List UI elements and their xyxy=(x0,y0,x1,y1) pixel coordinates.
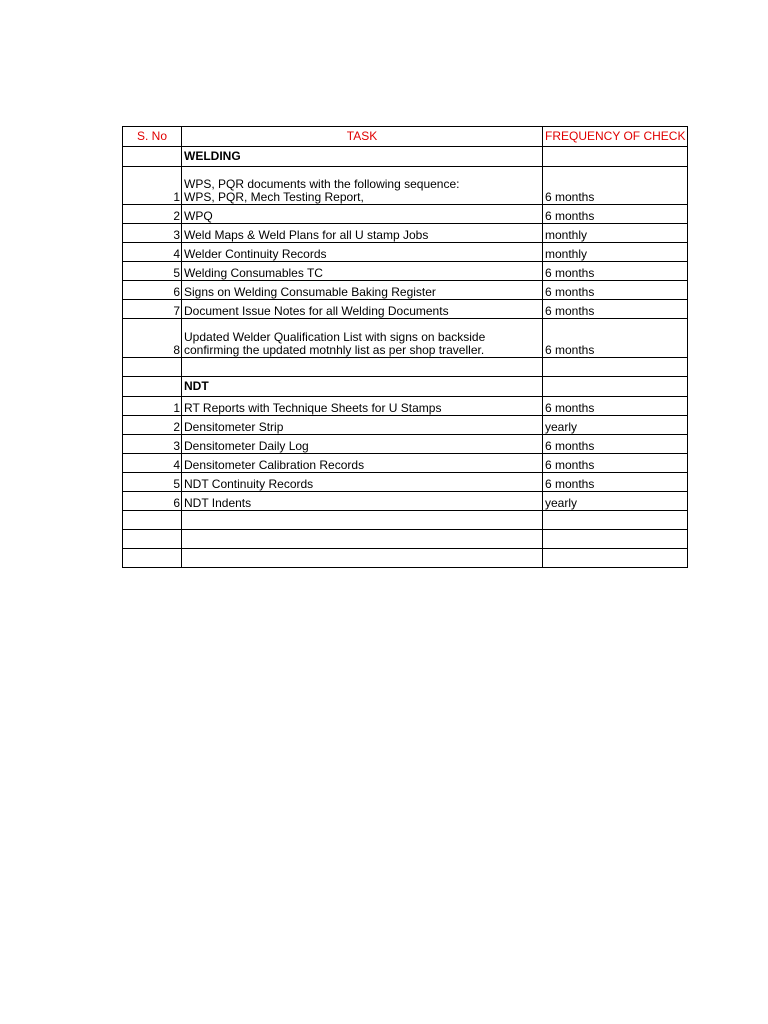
row-frequency: yearly xyxy=(543,416,688,435)
row-task: WPQ xyxy=(182,205,543,224)
row-task: Densitometer Daily Log xyxy=(182,435,543,454)
empty-cell xyxy=(123,530,182,549)
empty-cell xyxy=(543,147,688,167)
task-line: WPS, PQR, Mech Testing Report, xyxy=(184,190,364,204)
row-task xyxy=(182,167,543,205)
empty-cell xyxy=(123,549,182,568)
header-sno: S. No xyxy=(123,127,182,147)
row-number: 4 xyxy=(123,243,182,262)
row-frequency: 6 months xyxy=(543,454,688,473)
row-task: Densitometer Calibration Records xyxy=(182,454,543,473)
empty-row xyxy=(123,511,688,530)
table-row xyxy=(123,416,688,435)
empty-cell xyxy=(123,147,182,167)
table-row xyxy=(123,435,688,454)
section-title-ndt: NDT xyxy=(182,377,543,397)
section-row-welding xyxy=(123,147,688,167)
row-task: Document Issue Notes for all Welding Documents xyxy=(182,300,543,319)
row-frequency: 6 months xyxy=(543,397,688,416)
row-frequency: yearly xyxy=(543,492,688,511)
row-task: Welder Continuity Records xyxy=(182,243,543,262)
empty-row xyxy=(123,358,688,377)
table-row xyxy=(123,454,688,473)
header-task: TASK xyxy=(182,127,543,147)
row-number: 7 xyxy=(123,300,182,319)
table-row xyxy=(123,167,688,205)
row-number: 2 xyxy=(123,416,182,435)
empty-cell xyxy=(182,511,543,530)
table-row xyxy=(123,300,688,319)
table-row xyxy=(123,205,688,224)
task-frequency-table xyxy=(122,126,688,568)
row-frequency: 6 months xyxy=(543,473,688,492)
table-row xyxy=(123,397,688,416)
row-frequency: 6 months xyxy=(543,435,688,454)
header-frequency: FREQUENCY OF CHECK xyxy=(543,127,688,147)
row-task: NDT Continuity Records xyxy=(182,473,543,492)
empty-row xyxy=(123,530,688,549)
section-row-ndt xyxy=(123,377,688,397)
empty-row xyxy=(123,549,688,568)
table-row xyxy=(123,243,688,262)
empty-cell xyxy=(543,358,688,377)
table-row xyxy=(123,281,688,300)
row-number: 6 xyxy=(123,281,182,300)
row-number: 3 xyxy=(123,435,182,454)
empty-cell xyxy=(543,377,688,397)
header-row xyxy=(123,127,688,147)
row-number: 5 xyxy=(123,473,182,492)
row-number: 6 xyxy=(123,492,182,511)
empty-cell xyxy=(543,530,688,549)
row-frequency: 6 months xyxy=(543,262,688,281)
row-frequency: 6 months xyxy=(543,281,688,300)
row-frequency: 6 months xyxy=(543,300,688,319)
row-number: 5 xyxy=(123,262,182,281)
row-frequency: monthly xyxy=(543,224,688,243)
table-row xyxy=(123,262,688,281)
empty-cell xyxy=(543,549,688,568)
row-number: 2 xyxy=(123,205,182,224)
empty-cell xyxy=(123,377,182,397)
empty-cell xyxy=(123,511,182,530)
row-task xyxy=(182,319,543,358)
row-number: 1 xyxy=(123,397,182,416)
section-title-welding: WELDING xyxy=(182,147,543,167)
empty-cell xyxy=(182,549,543,568)
row-task: Densitometer Strip xyxy=(182,416,543,435)
row-number: 3 xyxy=(123,224,182,243)
empty-cell xyxy=(182,530,543,549)
row-number: 8 xyxy=(123,319,182,358)
row-number: 4 xyxy=(123,454,182,473)
table-row xyxy=(123,473,688,492)
table-row xyxy=(123,492,688,511)
empty-cell xyxy=(123,358,182,377)
row-frequency: 6 months xyxy=(543,167,688,205)
row-task: Welding Consumables TC xyxy=(182,262,543,281)
row-task: RT Reports with Technique Sheets for U Stamps xyxy=(182,397,543,416)
empty-cell xyxy=(182,358,543,377)
row-frequency: 6 months xyxy=(543,205,688,224)
task-line: Updated Welder Qualification List with signs on backside xyxy=(184,330,486,344)
row-task: Signs on Welding Consumable Baking Register xyxy=(182,281,543,300)
row-task: NDT Indents xyxy=(182,492,543,511)
row-task: Weld Maps & Weld Plans for all U stamp Jobs xyxy=(182,224,543,243)
row-frequency: 6 months xyxy=(543,319,688,358)
empty-cell xyxy=(543,511,688,530)
row-frequency: monthly xyxy=(543,243,688,262)
table-row xyxy=(123,224,688,243)
row-number: 1 xyxy=(123,167,182,205)
table-row xyxy=(123,319,688,358)
task-line: WPS, PQR documents with the following sequence: xyxy=(184,177,460,191)
task-line: confirming the updated motnhly list as per shop traveller. xyxy=(184,343,485,357)
